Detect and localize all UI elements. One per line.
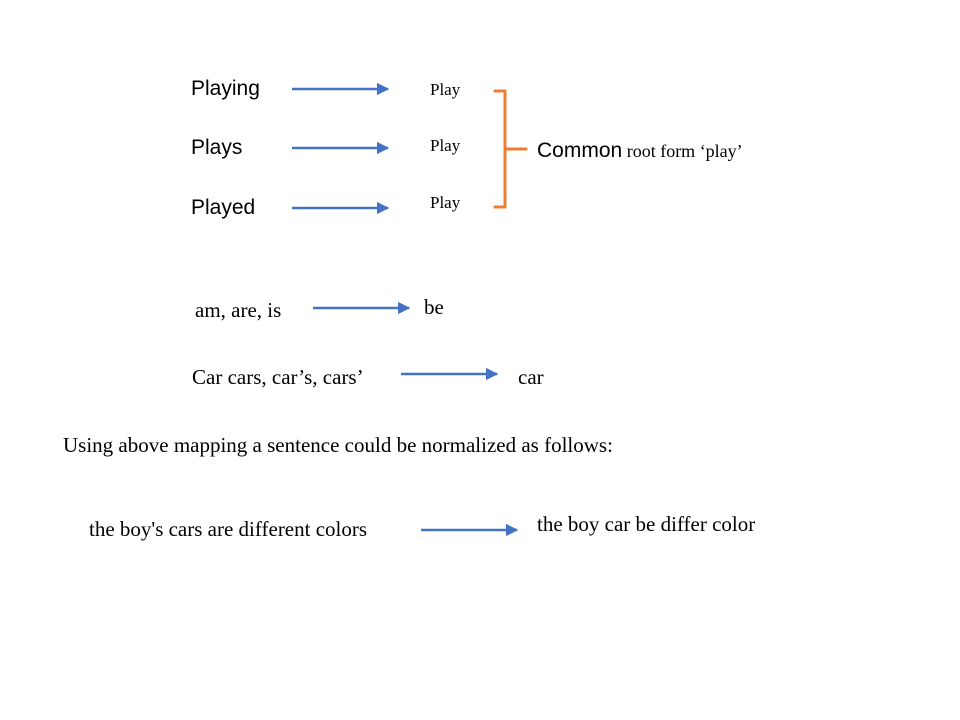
root-play-1: Play: [430, 80, 461, 99]
mapping-be-from: am, are, is: [195, 298, 282, 322]
root-play-2: Play: [430, 136, 461, 155]
mapping-car-to: car: [518, 365, 544, 389]
sentence-intro: Using above mapping a sentence could be normalized as follows:: [63, 433, 613, 457]
mapping-be-to: be: [424, 295, 444, 319]
example-from: the boy's cars are different colors: [89, 517, 368, 541]
word-playing: Playing: [191, 77, 260, 100]
root-play-3: Play: [430, 193, 461, 212]
common-root-label-a: Common: [537, 139, 623, 162]
bracket: [495, 91, 526, 207]
example-to: the boy car be differ color: [537, 512, 756, 536]
common-root-label-b: root form ‘play’: [622, 141, 743, 161]
mapping-car-from: Car cars, car’s, cars’: [192, 365, 364, 389]
word-played: Played: [191, 196, 256, 219]
word-plays: Plays: [191, 136, 243, 159]
